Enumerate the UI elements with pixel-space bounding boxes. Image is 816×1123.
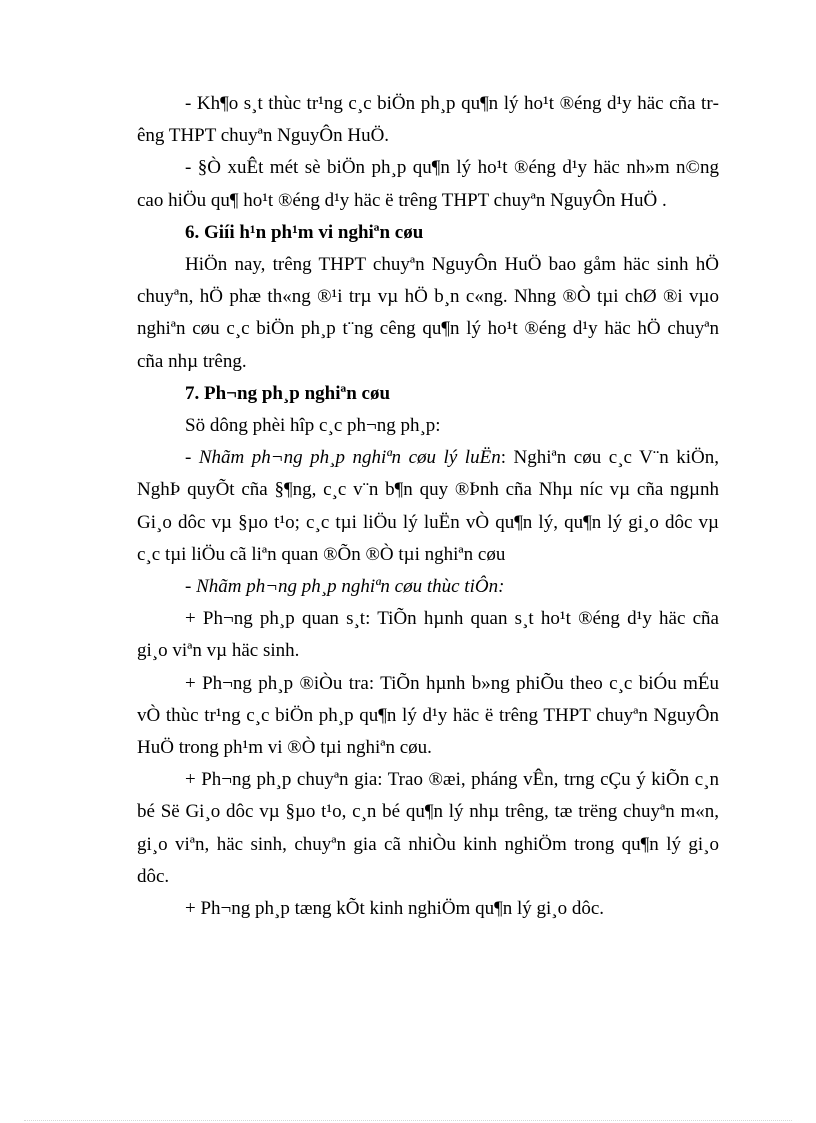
paragraph-expert-method: + Ph¬ng ph¸p chuyªn gia: Trao ®æi, pháng vÊn, trng cÇu ý kiÕn c¸n bé Së Gi¸o dôc vµ §µo t¹o, c¸n bé qu¶n lý nhµ trêng, tæ trëng chuyªn m«n, gi¸o viªn, häc sinh, chuyªn gia cã nhiÒu kinh nghiÖm trong qu¶n lý gi¸o dôc.: [137, 769, 719, 887]
paragraph-observation: + Ph¬ng ph¸p quan s¸t: TiÕn hµnh quan s¸t ho¹t ®éng d¹y häc cña gi¸o viªn vµ häc sinh.: [137, 608, 719, 662]
paragraph-experience-method: + Ph¬ng ph¸p tæng kÕt kinh nghiÖm qu¶n lý gi¸o dôc.: [185, 898, 605, 920]
page-bottom-divider: [24, 1120, 792, 1121]
body-text: [137, 88, 719, 925]
section-heading-7: 7. Ph¬ng ph¸p nghiªn cøu: [185, 382, 391, 404]
paragraph-scope: HiÖn nay, trêng THPT chuyªn NguyÔn HuÖ bao gåm häc sinh hÖ chuyªn, hÖ phæ th«ng ®¹i trµ vµ hÖ b¸n c«ng. Nhng ®Ò tµi chØ ®i vµo nghiªn cøu c¸c biÖn ph¸p t¨ng cêng qu¶n lý ho¹t ®éng d¹y häc hÖ chuyªn cña nhµ trêng.: [137, 254, 719, 372]
theory-methods-label: - Nhãm ph¬ng ph¸p nghiªn cøu lý luËn: [185, 447, 501, 469]
paragraph-methods-intro: Sö dông phèi hîp c¸c ph¬ng ph¸p:: [185, 415, 441, 437]
paragraph-survey: - Kh¶o s¸t thùc tr¹ng c¸c biÖn ph¸p qu¶n lý ho¹t ®éng d¹y häc cña trêng THPT chuyªn NguyÔn HuÖ.: [137, 93, 719, 147]
paragraph-practice-methods: - Nhãm ph¬ng ph¸p nghiªn cøu thùc tiÔn:: [185, 576, 505, 598]
section-heading-6: 6. Giíi h¹n ph¹m vi nghiªn cøu: [185, 221, 424, 243]
theory-methods-text: : Nghiªn cøu c¸c V¨n kiÖn, NghÞ quyÕt cña §¶ng, c¸c v¨n b¶n quy ®Þnh cña Nhµ níc vµ cña ngµnh Gi¸o dôc vµ §µo t¹o; c¸c tµi liÖu lý luËn vÒ qu¶n lý, qu¶n lý gi¸o dôc vµ c¸c tµi liÖu cã liªn quan ®Õn ®Ò tµi nghiªn cøu: [137, 447, 720, 565]
paragraph-proposal: - §Ò xuÊt mét sè biÖn ph¸p qu¶n lý ho¹t ®éng d¹y häc nh»m n©ng cao hiÖu qu¶ ho¹t ®éng d¹y häc ë trêng THPT chuyªn NguyÔn HuÖ .: [137, 157, 719, 211]
paragraph-survey-method: + Ph¬ng ph¸p ®iÒu tra: TiÕn hµnh b»ng phiÕu theo c¸c biÓu mÉu vÒ thùc tr¹ng c¸c biÖn ph¸p qu¶n lý d¹y häc ë trêng THPT chuyªn NguyÔn HuÖ trong ph¹m vi ®Ò tµi nghiªn cøu.: [137, 672, 719, 759]
paragraph-theory-methods: [137, 442, 719, 571]
